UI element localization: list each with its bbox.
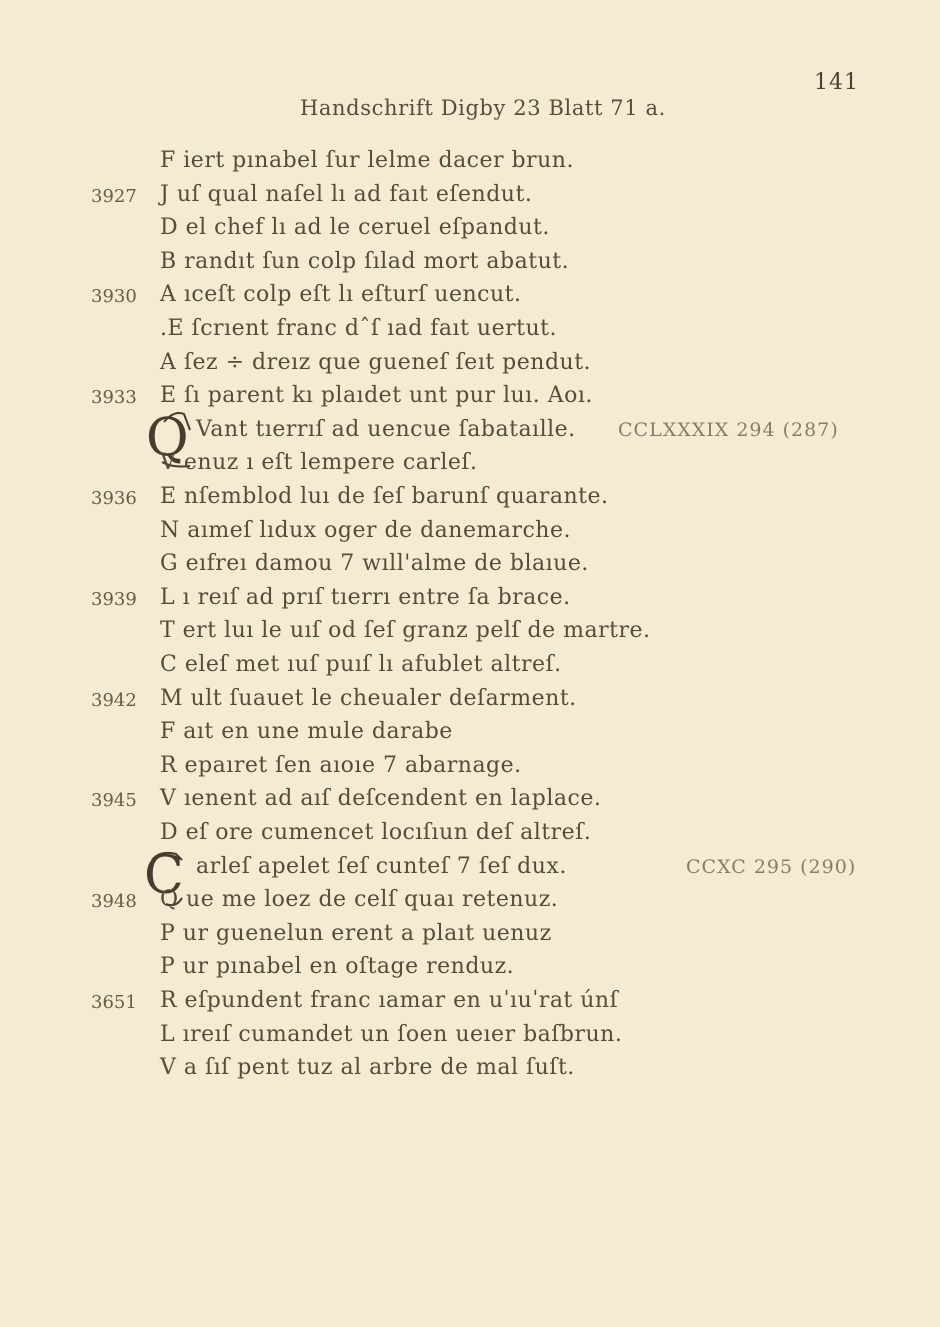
line-text: R eſpundent franc ıamar en uˈıuˈrat únſ: [160, 988, 619, 1013]
line-number: 3927: [91, 185, 137, 207]
line-text: G eıfreı damou 7 wıll'alme de blaıue.: [160, 551, 589, 577]
verse-line: [0, 786, 940, 819]
running-head: Handschrift Digby 23 Blatt 71 a.: [300, 96, 666, 120]
verse-line: [0, 417, 940, 450]
verse-line: [0, 719, 940, 752]
verse-line: [0, 585, 940, 618]
page-number: 141: [814, 70, 859, 95]
line-number: 3936: [91, 488, 137, 509]
verse-line: [0, 484, 940, 517]
line-text: V ıenent ad aıſ deſcendent en laplace.: [160, 786, 602, 812]
verse-line: [0, 316, 940, 349]
verse-line: [0, 215, 940, 248]
line-text: R epaıret ſen aıoıe 7 abarnage.: [160, 752, 522, 778]
line-number: 3939: [91, 588, 137, 610]
line-text: E nſemblod luı de ſeſ barunſ quarante.: [160, 484, 609, 509]
verse-line: [0, 820, 940, 853]
verse-line: [0, 954, 940, 987]
line-text: A ıceſt colp eſt lı eſturſ uencut.: [160, 282, 522, 308]
line-text: J uſ qual naſel lı ad faıt eſendut.: [160, 181, 533, 207]
line-text: N aımeſ lıdux oger de danemarche.: [160, 517, 571, 543]
verse-line: [0, 350, 940, 383]
line-text: P ur guenelun erent a plaıt uenuz: [160, 920, 552, 946]
line-text: P ur pınabel en oſtage renduz.: [160, 954, 515, 980]
verse-line: [0, 652, 940, 685]
decorated-initial-q: Q: [146, 408, 189, 468]
line-text: C eleſ met ıuſ puıſ lı afublet altreſ.: [160, 652, 562, 677]
verse-line: [0, 686, 940, 719]
line-text: arleſ apelet ſeſ cunteſ 7 ſeſ dux.: [196, 853, 567, 879]
verse-line: [0, 282, 940, 315]
verse-line: [0, 921, 940, 954]
line-number: 3651: [91, 992, 137, 1013]
line-text: M ult ſuauet le cheualer deſarment.: [160, 685, 577, 711]
verse-line: [0, 988, 940, 1021]
verse-line: [0, 450, 940, 483]
line-text: T ert luı le uıſ od ſeſ granz pelſ de martre.: [160, 618, 651, 644]
line-text: .E ſcrıent franc dˆſ ıad faıt uertut.: [160, 316, 557, 341]
line-text: F iert pınabel ſur lelme dacer brun.: [160, 148, 574, 173]
laisse-number: CCLXXXIX 294 (287): [618, 418, 839, 441]
verse-line: [0, 1055, 940, 1088]
verse-line: [0, 383, 940, 416]
verse-line: [0, 182, 940, 215]
line-number: 3930: [91, 286, 137, 308]
verse-line: [0, 518, 940, 551]
verse-line: [0, 551, 940, 584]
verse-line: [0, 148, 940, 181]
line-number: 3942: [91, 689, 137, 711]
line-text: D eſ ore cumencet locıſıun deſ altreſ.: [160, 820, 592, 845]
line-text: A ſez ÷ dreız que gueneſ ſeıt pendut.: [160, 349, 592, 375]
line-text: D el chef lı ad le ceruel eſpandut.: [160, 215, 550, 241]
line-number: 3948: [91, 891, 137, 913]
line-text: Q ue me loez de celſ quaı retenuz.: [160, 887, 559, 913]
line-text: B randıt ſun colp ſılad mort abatut.: [160, 248, 570, 274]
verse-line: [0, 618, 940, 651]
verse-line: [0, 1022, 940, 1055]
line-text: F aıt en une mule darabe: [160, 719, 453, 745]
verse-line: [0, 887, 940, 920]
decorated-initial-c: C: [144, 846, 184, 906]
line-text: L ı reıſ ad prıſ tıerrı entre ſa brace.: [160, 584, 571, 610]
line-number: 3933: [91, 387, 137, 409]
line-number: 3945: [91, 790, 137, 812]
line-text: L ıreıſ cumandet un ſoen ueıer baſbrun.: [160, 1021, 623, 1047]
verse-line: [0, 854, 940, 887]
line-text: V enuz ı eſt lempere carleſ.: [160, 450, 478, 476]
line-text: V a ſıſ pent tuz al arbre de mal ſuſt.: [160, 1055, 575, 1081]
verse-line: [0, 753, 940, 786]
line-text: Vant tıerrıſ ad uencue ſabataılle.: [196, 416, 576, 442]
line-text: E ſı parent kı plaıdet unt pur luı. Aoı.: [160, 383, 593, 409]
verse-line: [0, 249, 940, 282]
laisse-number: CCXC 295 (290): [686, 855, 857, 878]
